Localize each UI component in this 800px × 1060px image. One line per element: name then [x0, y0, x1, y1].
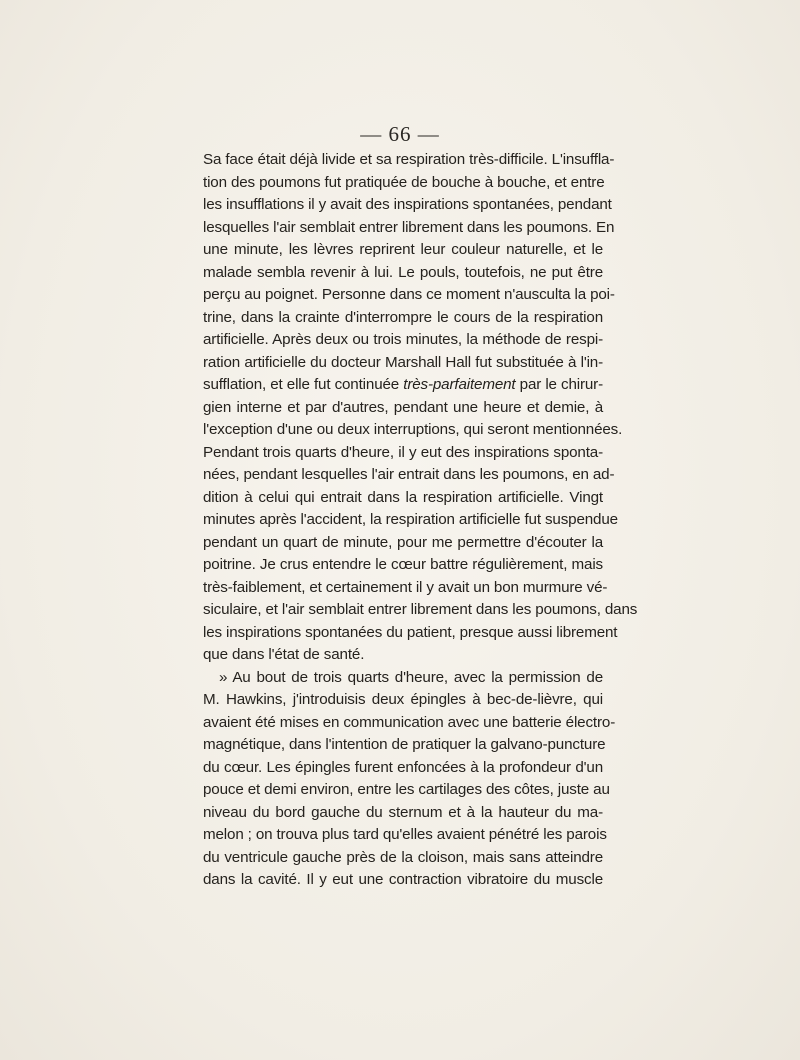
italic-phrase: très-parfaitement [403, 376, 516, 393]
text-line: tion des poumons fut pratiquée de bouche à bouche, et entre [203, 173, 605, 191]
text-line: artificielle. Après deux ou trois minutes, la méthode de respi- [203, 331, 603, 348]
text-line: siculaire, et l'air semblait entrer librement dans les poumons, dans [203, 601, 638, 618]
text-line: perçu au poignet. Personne dans ce moment n'ausculta la poi- [203, 286, 615, 303]
text-line: ration artificielle du docteur Marshall Hall fut substituée à l'in- [203, 353, 603, 371]
text-line: Pendant trois quarts d'heure, il y eut des inspirations sponta- [203, 443, 603, 461]
page-number: — 66 — [360, 122, 440, 146]
text-line: avaient été mises en communication avec une batterie électro- [203, 713, 616, 731]
text-line-with-italic [203, 374, 603, 397]
text-line: du ventricule gauche près de la cloison, mais sans atteindre [203, 848, 603, 866]
text-line: dition à celui qui entrait dans la respiration artificielle. Vingt [203, 488, 603, 506]
text-line: dans la cavité. Il y eut une contraction vibratoire du muscle [203, 871, 603, 888]
body-text [203, 149, 638, 892]
text-run: par le chirur- [515, 376, 603, 393]
text-line: que dans l'état de santé. [203, 646, 365, 663]
text-line: minutes après l'accident, la respiration artificielle fut suspendue [203, 511, 618, 528]
text-line: gien interne et par d'autres, pendant une heure et demie, à [203, 398, 603, 416]
text-line: une minute, les lèvres reprirent leur couleur naturelle, et le [203, 241, 603, 258]
text-line: l'exception d'une ou deux interruptions, qui seront mentionnées. [203, 421, 623, 438]
text-line: du cœur. Les épingles furent enfoncées à la profondeur d'un [203, 758, 603, 776]
text-line: les insufflations il y avait des inspirations spontanées, pendant [203, 196, 612, 213]
text-line: pendant un quart de minute, pour me permettre d'écouter la [203, 533, 603, 551]
text-line: malade sembla revenir à lui. Le pouls, toutefois, ne put être [203, 263, 603, 281]
text-line: M. Hawkins, j'introduisis deux épingles à bec-de-lièvre, qui [203, 691, 603, 708]
text-line: melon ; on trouva plus tard qu'elles avaient pénétré les parois [203, 826, 607, 843]
text-line: poitrine. Je crus entendre le cœur battre régulièrement, mais [203, 556, 603, 573]
text-line: pouce et demi environ, entre les cartilages des côtes, juste au [203, 781, 610, 798]
text-line: magnétique, dans l'intention de pratiquer la galvano-puncture [203, 736, 606, 753]
text-line: lesquelles l'air semblait entrer librement dans les poumons. En [203, 218, 615, 236]
text-line: trine, dans la crainte d'interrompre le cours de la respiration [203, 308, 603, 326]
text-line: niveau du bord gauche du sternum et à la hauteur du ma- [203, 803, 603, 821]
text-run: sufflation, et elle fut continuée [203, 376, 404, 393]
text-line: très-faiblement, et certainement il y avait un bon murmure vé- [203, 578, 608, 596]
text-line: Sa face était déjà livide et sa respiration très-difficile. L'insuffla- [203, 151, 615, 168]
text-line: nées, pendant lesquelles l'air entrait dans les poumons, en ad- [203, 466, 615, 483]
text-line: les inspirations spontanées du patient, presque aussi librement [203, 623, 618, 641]
text-line: » Au bout de trois quarts d'heure, avec la permission de [219, 668, 603, 686]
